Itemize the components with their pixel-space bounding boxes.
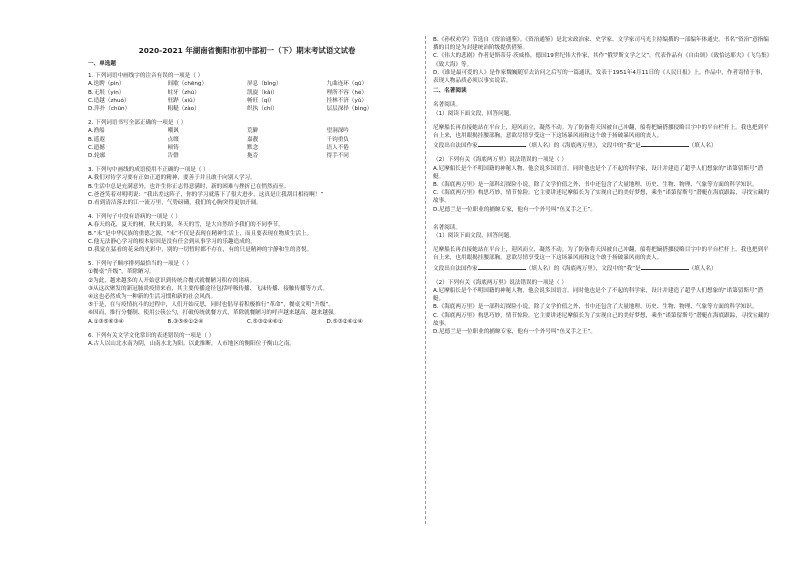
option-list: [88, 268, 406, 325]
option: A.古人以山北水南为阴，山南水北为阳。以此推断，人市地区的衡阳位于衡山之南。: [88, 341, 295, 348]
left-column: [88, 36, 406, 354]
reading-subtitle: （1）阅读下面文段，回答问题。: [433, 110, 515, 117]
option: B.《海底两万里》是一部科幻探险小说，除了文学价值之外，书中还包含了大量地理、历史、生物、物理、气象等方面的科学知识。: [433, 182, 758, 189]
option: C.《海底两万里》构思巧妙，情节惊险。它主要讲述尼摩船长为了实现自己的美好梦想，乘坐“诺第留斯号”潜艇在海底跟踪，寻找宝藏的故事。: [433, 190, 769, 205]
option: B.《海底两万里》是一部科幻探险小说，除了文学价值之外，书中还包含了大量地理、历史、生物、物理、气象等方面的科学知识。: [433, 304, 758, 311]
option: 层层深择（bìng）: [326, 106, 373, 113]
option: ④这也必然成为一种新的生活习惯和新的社会风尚。: [88, 294, 217, 301]
question-6: [88, 332, 406, 348]
passage-text: 尼摩船长再直接她站在平台上，迎风而立，凝然不动。为了防备将天因被自己冲翻，船将把嫡搭挪侵略目字中的平台栏杆上。我也把到平台上来，也用眼揭挂腰部胸，意欲尽情享受这一下这场暴风雨和这个敢于扬破暴风雨的丧人。: [433, 124, 769, 140]
option: 语人不倦: [326, 144, 349, 151]
option: ⑤于是，在与疫情抗斗的过程中，人们开始反思，同时也倡导着积极推行“革命”，餐桌文明“升级”。: [88, 302, 334, 309]
option: ⑥因而，推行分餐制、使用公筷公勺，打破传统就餐方式，革除就餐陋习的呼声越来越高、越来越强。: [88, 310, 340, 317]
option-text: D.《谁是最可爱的人》是作家魏巍随军去访问之后写的一篇通讯，发表于1951年4月11日的《人民日报》上。作品中，作者寄情于事，表现人物品质必须以事实说话。: [433, 69, 767, 85]
option: 得手不同: [326, 153, 349, 160]
option: 屏息（bǐng）: [247, 81, 282, 88]
option: 粗糙（zào）: [167, 106, 200, 113]
option: A.尼摩船长是个不明国籍的神秘人物，他会说多国语言。同时他也是个了不起的科学家，设计并建造了超乎人们想象的“诺第留斯号”潜艇。: [433, 165, 764, 180]
option: D.萍扑（chūn）: [88, 106, 131, 113]
reading-subtitle: （1）阅读下面文段，回答问题。: [433, 233, 515, 240]
option: 告罄: [167, 153, 179, 160]
option: 织执（chí）: [247, 106, 278, 113]
option: D.我觉在猛看的花朵的光彩中，别的一切暂时都不存在，有的只是精神的宇静和生的喜悦。: [88, 247, 313, 254]
option: 间歇（chēng）: [167, 81, 208, 88]
question-stem: 1. 下列词语中画线字的注音有误的一项是（ ）: [88, 73, 204, 80]
option: A.尼摩船长是个不明国籍的神秘人物，他会说多国语言。同时他也是个了不起的科学家，设计并建造了超乎人们想象的“诺第留斯号”潜艇。: [433, 288, 764, 303]
option: C.遗撼: [88, 144, 105, 151]
option: 挂林不济（yǔ）: [326, 97, 367, 104]
option: ③从这次聚发的新冠肺炎疫情来看，其主要传播途径包括呼吸传播、飞沫传播、接触传播等方式。: [88, 285, 328, 292]
option: A.我们对待学习要有正如正道的精神，要善于并且敢于向别人学习。: [88, 175, 256, 182]
question-3: [88, 166, 406, 207]
option: C.《海底两万里》构思巧妙，情节惊险。它主要讲述尼摩船长为了实现自己的美好梦想，乘坐“诺第留斯号”潜艇在海底跟踪，寻找宝藏的故事。: [433, 312, 769, 327]
option: 理所不容（hé）: [326, 89, 368, 96]
option: D.尼德兰是一位职业的捕鲸专家，他有一个外号叫“鱼叉手之王”。: [433, 206, 596, 213]
option: 凯旋（kǎi）: [247, 89, 278, 96]
question-list: [88, 72, 406, 348]
option-list: [88, 174, 406, 207]
option: C.他无法静心学习的根本原因是没有任会到从事学习的乐趣造成的。: [88, 238, 256, 245]
option: A.渔船: [88, 128, 105, 135]
question-6-continued: [433, 36, 771, 85]
blank: [478, 140, 526, 147]
option: ①餐桌“升级”，革除陋习。: [88, 269, 155, 276]
option: 九曲连环（qū）: [326, 81, 368, 88]
fill-text: 文段出自法国作家: [433, 265, 478, 272]
question-2: [88, 119, 406, 160]
option: 畅旺（qí）: [247, 97, 275, 104]
option: 驻跸（xiǔ）: [167, 97, 199, 104]
question-stem: 4. 下列句子中没有语病的一项是（ ）: [88, 214, 181, 221]
question-5: [88, 260, 406, 326]
question-stem: 2. 下列词语书写全部正确的一项是（ ）: [88, 120, 187, 127]
option-list: [88, 127, 406, 160]
option: 蛀牙（zhù）: [167, 89, 200, 96]
question-1: [88, 72, 406, 113]
question-stem: 3. 下列句中画线的成语使用不正确的一项是（ ）: [88, 167, 209, 174]
option: C.造越（zhuó）: [88, 97, 130, 104]
fill-text: （填人名）的《海底两万里》，文段中的“我”是: [525, 265, 641, 272]
option: C.爸爸笑着对明明说：“我出差这阵子，你的学习就落下了很大进步，这真是让我刮目相待啊！”: [88, 191, 324, 198]
option: D.⑤③②⑥①④: [326, 318, 363, 325]
reading-blocks: [433, 101, 771, 336]
option: B.③⑤⑥①②④: [167, 318, 204, 325]
answer-choices: [88, 318, 406, 326]
option: 默念: [247, 144, 259, 151]
blank: [641, 140, 689, 147]
fill-blank-line: [433, 263, 771, 273]
question-stem: （2）下列有关《海底两万里》说法错误的一项是（ ）: [433, 157, 567, 164]
option: B.“未”是中华民族的重德之源，“未”不仅是表现在精神生活上，而且要表现在物质生活上。: [88, 230, 313, 237]
option: D.轮廓: [88, 153, 106, 160]
option: D.尼德兰是一位职业的捕鲸专家，他有一个外号叫“鱼叉手之王”。: [433, 329, 596, 336]
question-stem: 6. 下列有关文学文化常识的表述错误的一项是（ ）: [88, 332, 215, 339]
exam-title: 2020-2021 年湖南省衡阳市初中部初一（下）期末考试语文试卷: [138, 46, 356, 55]
option: 顿铸: [167, 144, 179, 151]
question-stem: 5. 下列句子顺序排列最恰当的一项是（ ）: [88, 261, 192, 268]
section-single-choice: 一、单选题: [88, 61, 116, 67]
reading-label: 名著阅读。: [433, 102, 461, 109]
option: 嘉靓: [247, 136, 259, 143]
option: B.遥遐: [88, 136, 105, 143]
reading-label: 名著阅读。: [433, 224, 461, 231]
fill-text: （填人名）的《海底两万里》，文段中的“我”是: [525, 143, 641, 150]
blank: [478, 263, 526, 270]
option: 嘲讽: [167, 128, 179, 135]
fill-text: （填人名）: [688, 143, 717, 150]
question-stem: （2）下列有关《海底两万里》说法错误的一项是（ ）: [433, 279, 567, 286]
section-classic-reading: 二、名著阅读: [433, 88, 467, 95]
option-text: B.《孙权劝学》节选自《资治通鉴》。《资治通鉴》是北宋政治家、史学家、文学家司马光主持编撰的一部编年体通史。书名“资治”意指编撰的目的是为封建统治阶级提供借鉴。: [433, 37, 769, 52]
passage-text: 尼摩船长再直接她站在平台上，迎风而立，凝然不动。为了防备将天因被自己冲翻，船将把嫡搭挪侵略目字中的平台栏杆上。我也把到平台上来，也用眼揭挂腰部胸，意欲尽情享受这一下这场暴风雨和这个敢于扬破暴风雨的丧人。: [433, 247, 769, 262]
column-divider: [425, 36, 426, 524]
blank: [641, 263, 689, 270]
option: C.⑤③②④⑥①: [247, 318, 283, 325]
fill-blank-line: [433, 140, 771, 150]
option: B.生活中总是充满意外，也许生你正志得意满时，新的困难与挫折已在悄然而至。: [88, 183, 290, 190]
fill-text: （填人名）: [688, 265, 717, 272]
option: 荒僻: [247, 128, 259, 135]
option: 点缀: [167, 136, 179, 143]
option: B.无垠（yín）: [88, 89, 125, 96]
right-column: [433, 36, 771, 342]
option-list: [88, 80, 406, 113]
option: A.春天的花，夏天的树，秋天的果，冬天的雪，是大自然给予我们的不同季节。: [88, 222, 284, 229]
reading-block-2: [433, 224, 771, 336]
option: A.①③⑤⑥③④: [88, 318, 124, 325]
reading-block-1: [433, 101, 771, 213]
option-text: C.《伟大的悲剧》作者是斯蒂芬·茨威格，德国19世纪伟大作家，其作“俄罗斯文学之父”。代表作品有《自由颂》《致恰达耶夫》《飞鸟集》《致大海》等。: [433, 53, 770, 68]
option: 千钧重负: [326, 136, 349, 143]
option: A.迭聘（pìn）: [88, 81, 125, 88]
option: 拖沓: [247, 153, 259, 160]
option: 望洞深吟: [326, 128, 349, 135]
option: D.看到清洁落去的江一流万里，气势磅礴，我们的心胸突得更加开阔。: [88, 200, 262, 207]
question-4: [88, 213, 406, 254]
fill-text: 文段出自法国作家: [433, 143, 478, 150]
option: ②为此，越来越多的人开始意识到传统合餐式就餐陋习积存的诸病。: [88, 277, 256, 284]
option-list: [88, 340, 406, 348]
option-list: [88, 221, 406, 254]
